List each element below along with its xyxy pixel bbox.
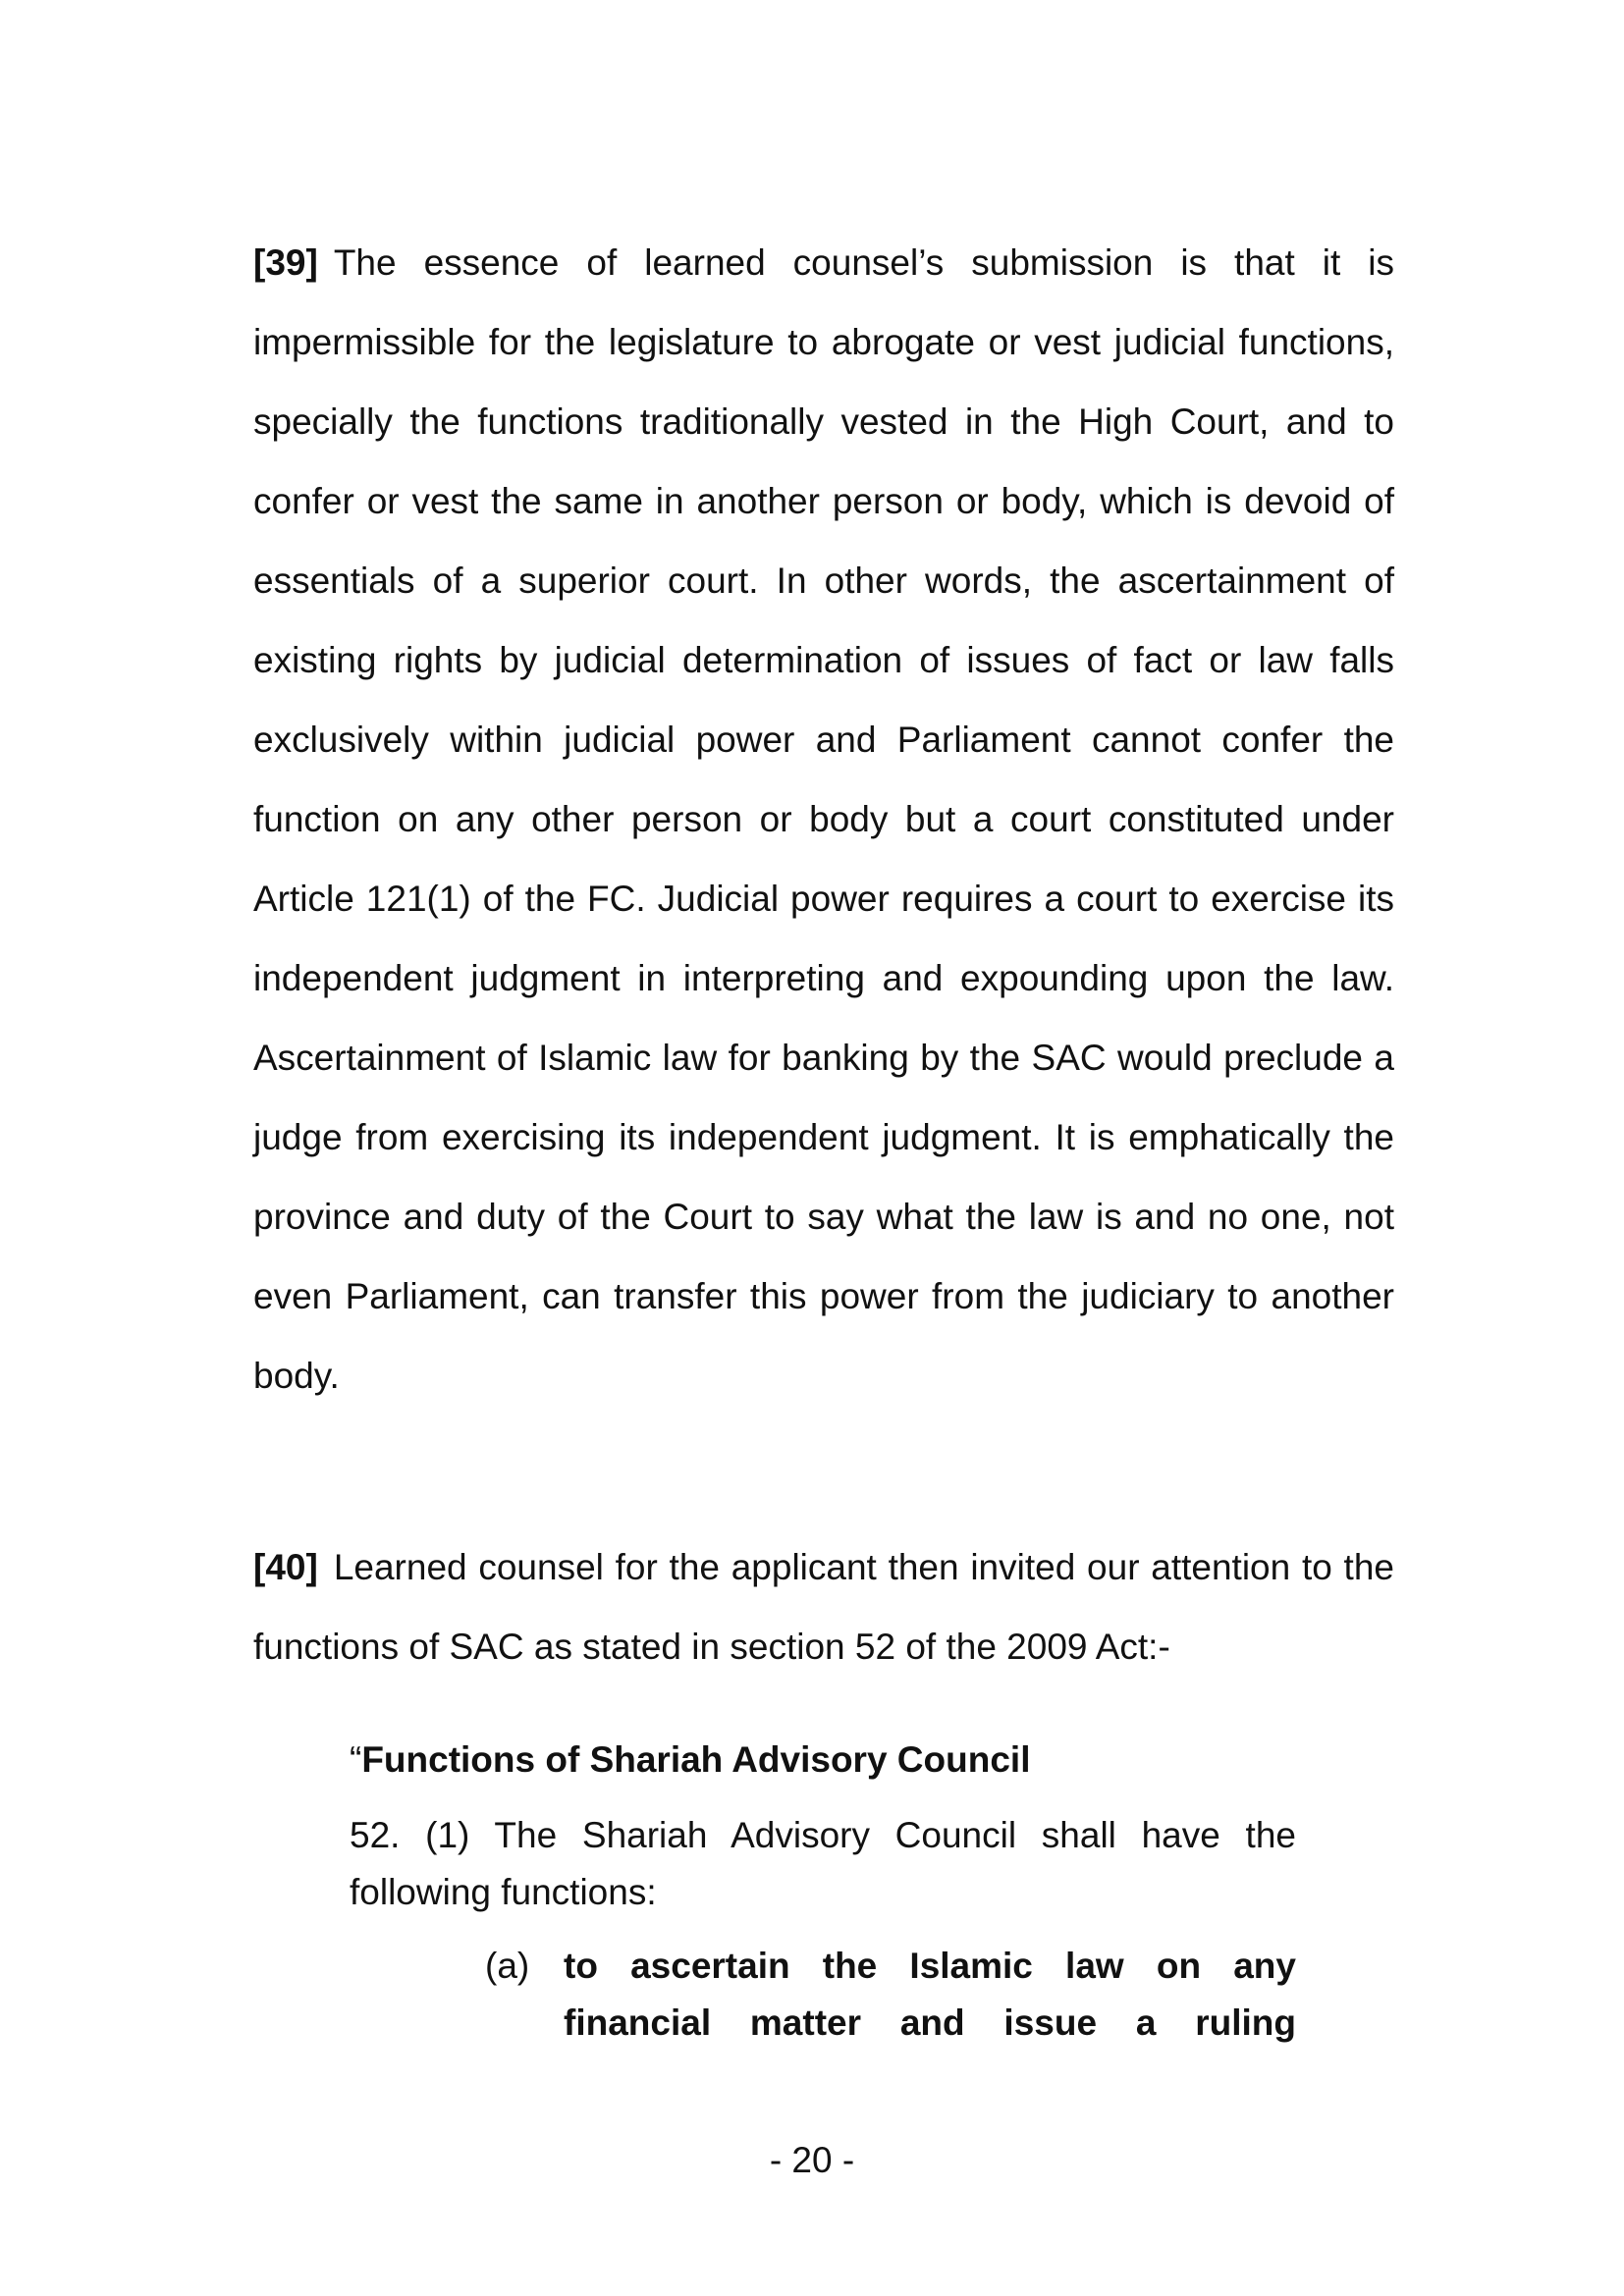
quote-heading-text: Functions of Shariah Advisory Council — [361, 1739, 1031, 1780]
paragraph-39 — [253, 223, 1394, 1415]
paragraph-text: Learned counsel for the applicant then invited our attention to the functions of SAC as stated in section 52 of the 2009 Act:- — [253, 1547, 1394, 1667]
quote-open-mark: “ — [350, 1739, 362, 1780]
sub-item-label: (a) — [485, 1946, 530, 1986]
paragraph-number: [39] — [253, 242, 318, 283]
page-number: - 20 - — [769, 2140, 855, 2180]
sub-item-text: to ascertain the Islamic law on any financial matter and issue a ruling — [564, 1946, 1296, 2043]
paragraph-text: The essence of learned counsel’s submission is that it is impermissible for the legislature to abrogate or vest judicial functions, specially the functions traditionally vested in the High Court, and to confer or vest the same in another person or body, which is devoid of essentials of a superior court. In other words, the ascertainment of existing rights by judicial determination of issues of fact or law falls exclusively within judicial power and Parliament cannot confer the function on any other person or body but a court constituted under Article 121(1) of the FC. Judicial power requires a court to exercise its independent judgment in interpreting and expounding upon the law. Ascertainment of Islamic law for banking by the SAC would preclude a judge from exercising its independent judgment. It is emphatically the province and duty of the Court to say what the law is and no one, not even Parliament, can transfer this power from the judiciary to another body. — [253, 242, 1394, 1396]
section-52-1-text: 52. (1) The Shariah Advisory Council shall have the following functions: — [350, 1815, 1296, 1912]
paragraph-number: [40] — [253, 1547, 318, 1587]
paragraph-40 — [253, 1527, 1394, 1686]
sub-item-a — [485, 1938, 1296, 2052]
quote-heading — [350, 1732, 1030, 1789]
